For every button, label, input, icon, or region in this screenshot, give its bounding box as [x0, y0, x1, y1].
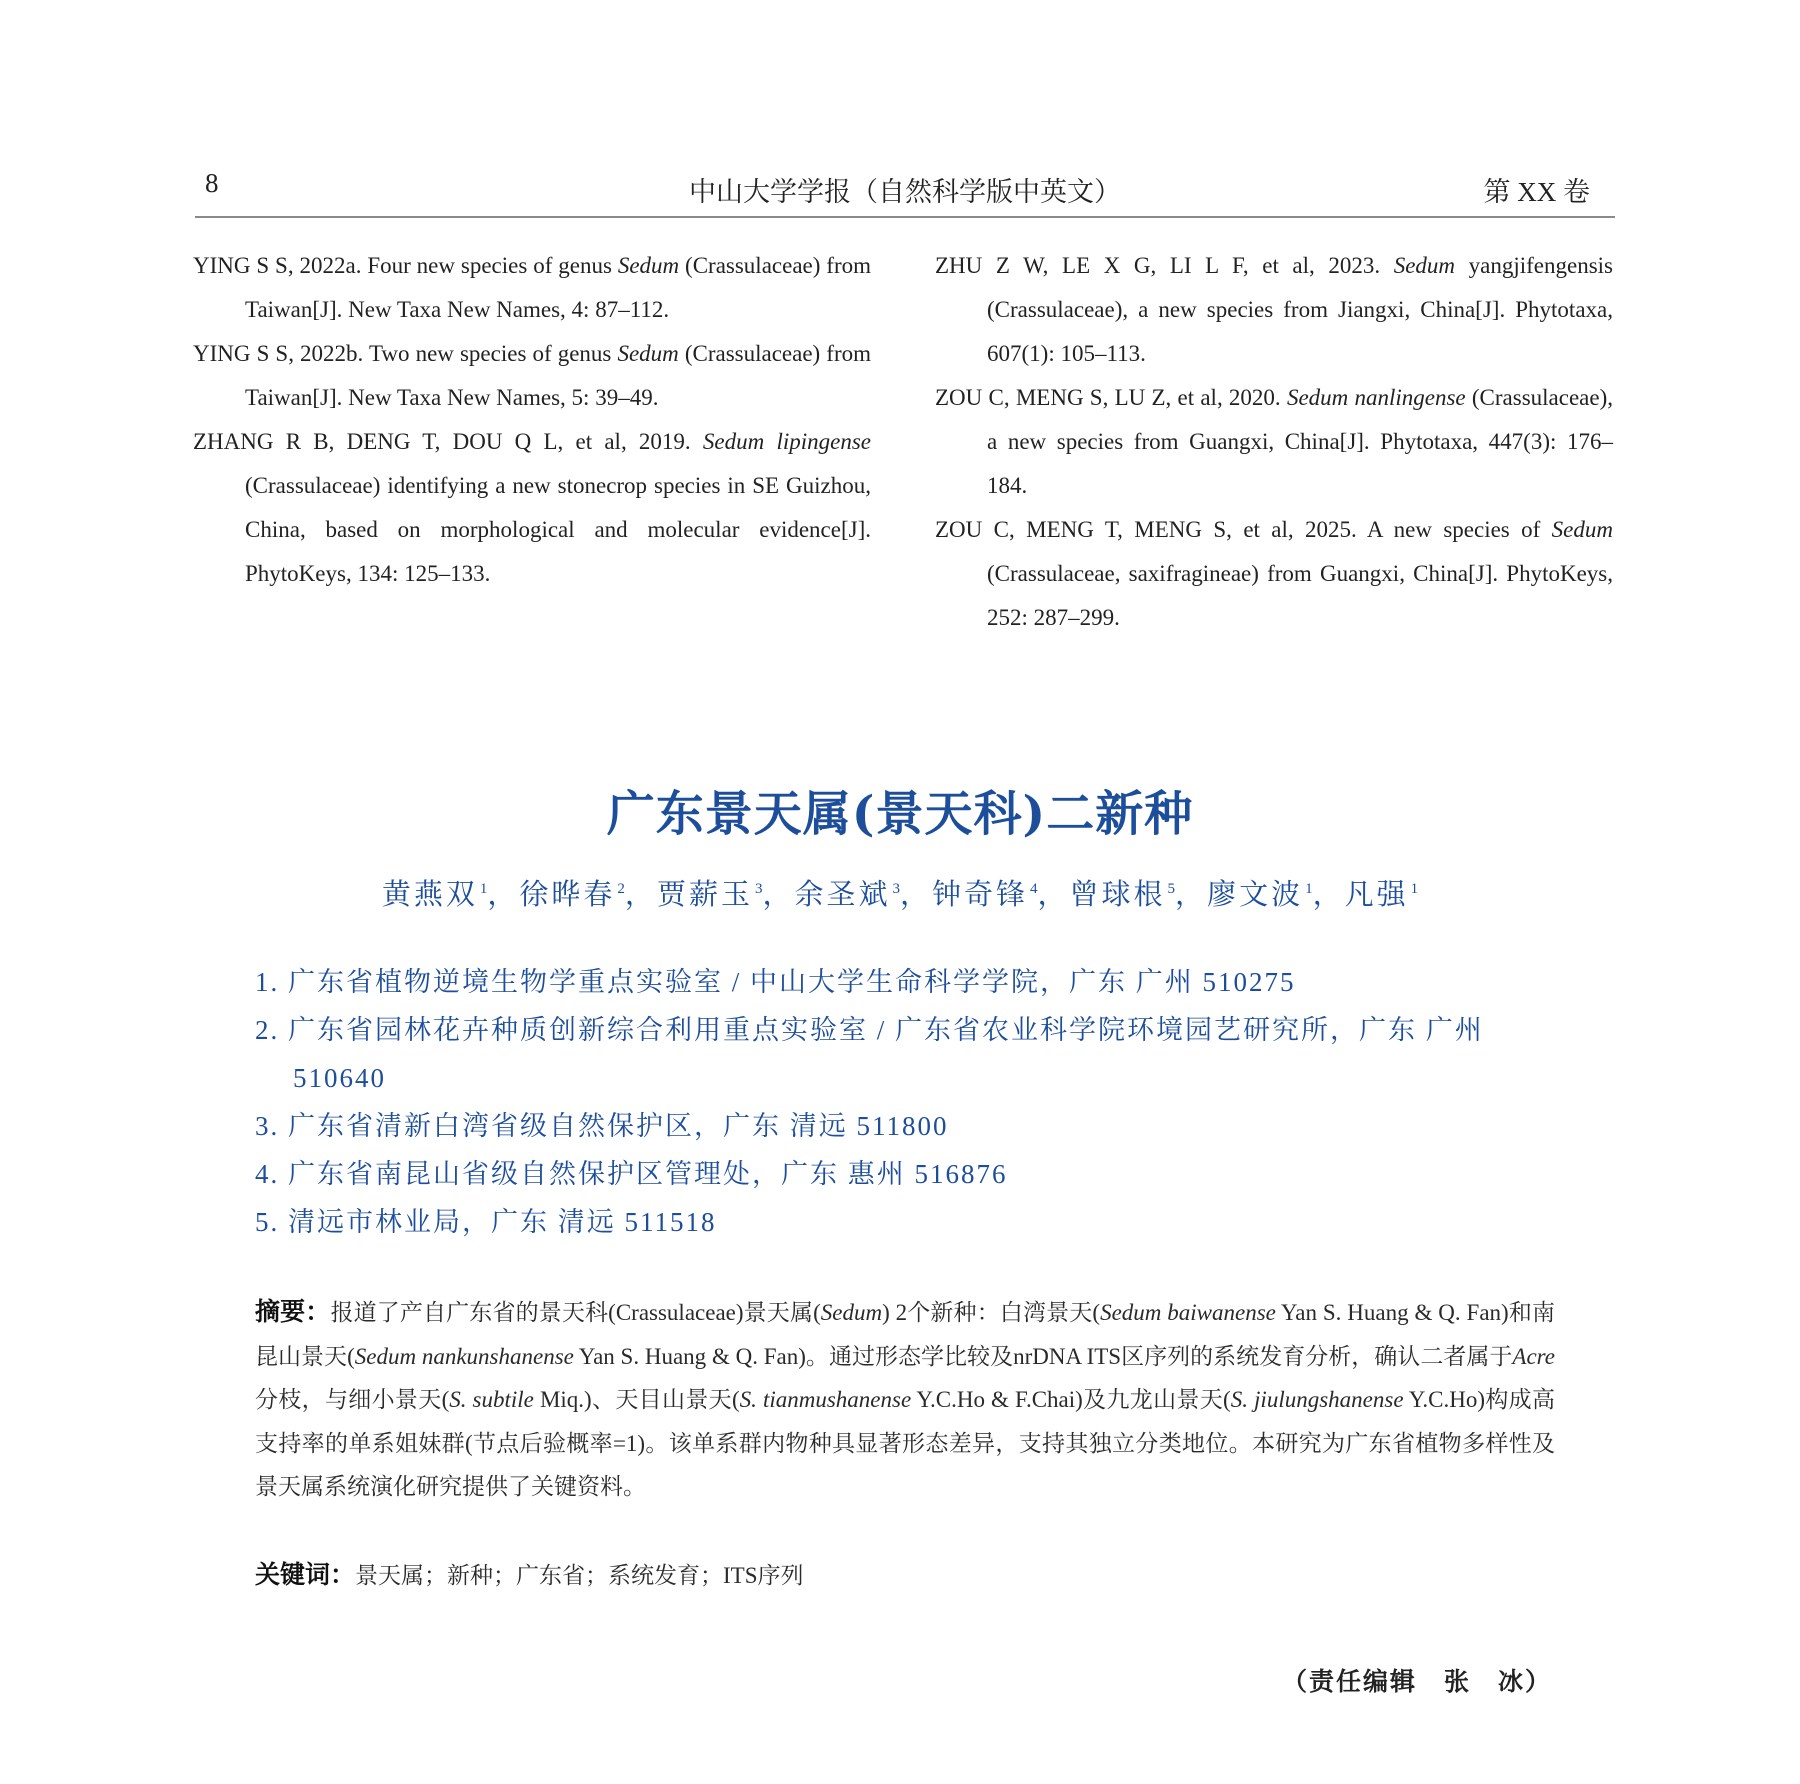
reference-italic-taxon: Sedum nanlingense — [1286, 385, 1466, 410]
article-title: 广东景天属(景天科)二新种 — [606, 786, 1194, 842]
author-name: 余圣斌 — [794, 879, 891, 911]
keywords — [255, 1553, 1555, 1597]
author-affiliation-mark: 2 — [617, 881, 625, 898]
references-left-column — [193, 244, 871, 596]
running-header — [195, 168, 1615, 212]
affiliation-item: 2. 广东省园林花卉种质创新综合利用重点实验室 / 广东省农业科学院环境园艺研究所，广东 广州 510640 — [255, 1015, 1484, 1093]
author-affiliation-mark: 1 — [1410, 881, 1419, 898]
affiliation-list — [255, 958, 1565, 1246]
abstract-italic-term: Sedum nankunshanense — [354, 1343, 574, 1369]
keywords-text: 景天属；新种；广东省；系统发育；ITS序列 — [355, 1563, 804, 1588]
abstract — [255, 1290, 1555, 1509]
abstract-label: 摘要： — [255, 1297, 331, 1326]
reference-entry: YING S S, 2022b. Two new species of genus Sedum (Crassulaceae) from Taiwan[J]. New Taxa New Names, 5: 39–49. — [193, 341, 872, 410]
volume-label: 第 XX 卷 — [1483, 177, 1590, 207]
reference-italic-taxon: Sedum — [617, 341, 679, 366]
reference-entry: ZOU C, MENG T, MENG S, et al, 2025. A new species of Sedum (Crassulaceae, saxifragineae) from Guangxi, China[J]. PhytoKeys, 252: 287–299. — [935, 517, 1613, 630]
author-affiliation-mark: 4 — [1030, 881, 1038, 898]
affiliation-item: 5. 清远市林业局，广东 清远 511518 — [255, 1207, 717, 1237]
abstract-italic-term: S. tianmushanense — [739, 1387, 912, 1412]
abstract-text: 报道了产自广东省的景天科(Crassulaceae)景天属(Sedum) 2个新种：白湾景天(Sedum baiwanense Yan S. Huang & Q. Fan)和南昆山景天(Sedum nankunshanense Yan S. Huang & Q. Fan)。通过形态学比较及nrDNA ITS区序列的系统发育分析，确认二者属于Acre分枝，与细小景天(S. subtile Miq.)、天目山景天(S. tianmushanense Y.C.Ho & F.Chai)及九龙山景天(S. jiulungshanense Y.C.Ho)构成高支持率的单系姐妹群(节点后验概率=1)。该单系群内物种具显著形态差异，支持其独立分类地位。本研究为广东省植物多样性及景天属系统演化研究提供了关键资料。 — [255, 1300, 1555, 1499]
reference-entry: ZHANG R B, DENG T, DOU Q L, et al, 2019. Sedum lipingense (Crassulaceae) identifying a new stonecrop species in SE Guizhou, China, based on morphological and molecular evidence[J]. PhytoKeys, 134: 125–133. — [193, 429, 871, 586]
author-list: 黄燕双 $^1$，徐晔春 $^2$，贾薪玉 $^3$，余圣斌 $^3$，钟奇锋 $^4$，曾球根 $^5$，廖文波 $^1$，凡强 $^1$ — [381, 879, 1419, 911]
author-affiliation-mark: 3 — [892, 881, 900, 898]
abstract-italic-term: S. subtile — [449, 1387, 534, 1412]
abstract-italic-term: Sedum — [820, 1300, 883, 1325]
abstract-italic-term: S. jiulungshanense — [1230, 1387, 1404, 1412]
reference-italic-taxon: Sedum lipingense — [702, 429, 871, 454]
reference-italic-taxon: Sedum — [1551, 517, 1613, 542]
header-rule — [195, 216, 1615, 218]
author-affiliation-mark: 3 — [754, 881, 763, 898]
author-name: 廖文波 — [1207, 879, 1304, 911]
abstract-italic-term: Acre — [1512, 1343, 1555, 1369]
page-number: 8 — [205, 168, 219, 198]
abstract-italic-term: Sedum baiwanense — [1100, 1300, 1276, 1325]
reference-entry: ZOU C, MENG S, LU Z, et al, 2020. Sedum nanlingense (Crassulaceae), a new species from Guangxi, China[J]. Phytotaxa, 447(3): 176–184. — [935, 385, 1614, 498]
reference-entry: YING S S, 2022a. Four new species of genus Sedum (Crassulaceae) from Taiwan[J]. New Taxa New Names, 4: 87–112. — [193, 253, 871, 322]
reference-italic-taxon: Sedum — [617, 253, 680, 278]
author-name: 黄燕双 — [381, 879, 478, 911]
author-affiliation-mark: 1 — [479, 881, 488, 898]
references-right-column — [935, 244, 1613, 640]
responsible-editor: （责任编辑 张 冰） — [1281, 1667, 1552, 1696]
keywords-label: 关键词： — [255, 1560, 356, 1589]
affiliation-item: 3. 广东省清新白湾省级自然保护区，广东 清远 511800 — [255, 1111, 949, 1141]
author-name: 贾薪玉 — [656, 879, 753, 911]
author-name: 曾球根 — [1069, 879, 1166, 911]
reference-italic-taxon: Sedum — [1393, 253, 1456, 278]
author-name: 徐晔春 — [519, 879, 616, 911]
author-affiliation-mark: 5 — [1167, 881, 1176, 898]
author-name: 钟奇锋 — [932, 879, 1029, 911]
reference-entry: ZHU Z W, LE X G, LI L F, et al, 2023. Sedum yangjifengensis (Crassulaceae), a new species from Jiangxi, China[J]. Phytotaxa, 607(1): 105–113. — [935, 253, 1613, 366]
author-affiliation-mark: 1 — [1305, 881, 1313, 898]
affiliation-item: 4. 广东省南昆山省级自然保护区管理处，广东 惠州 516876 — [255, 1159, 1008, 1189]
affiliation-item: 1. 广东省植物逆境生物学重点实验室 / 中山大学生命科学学院，广东 广州 510275 — [255, 967, 1296, 997]
author-name: 凡强 — [1344, 879, 1409, 911]
journal-title: 中山大学学报（自然科学版中英文） — [689, 177, 1121, 207]
